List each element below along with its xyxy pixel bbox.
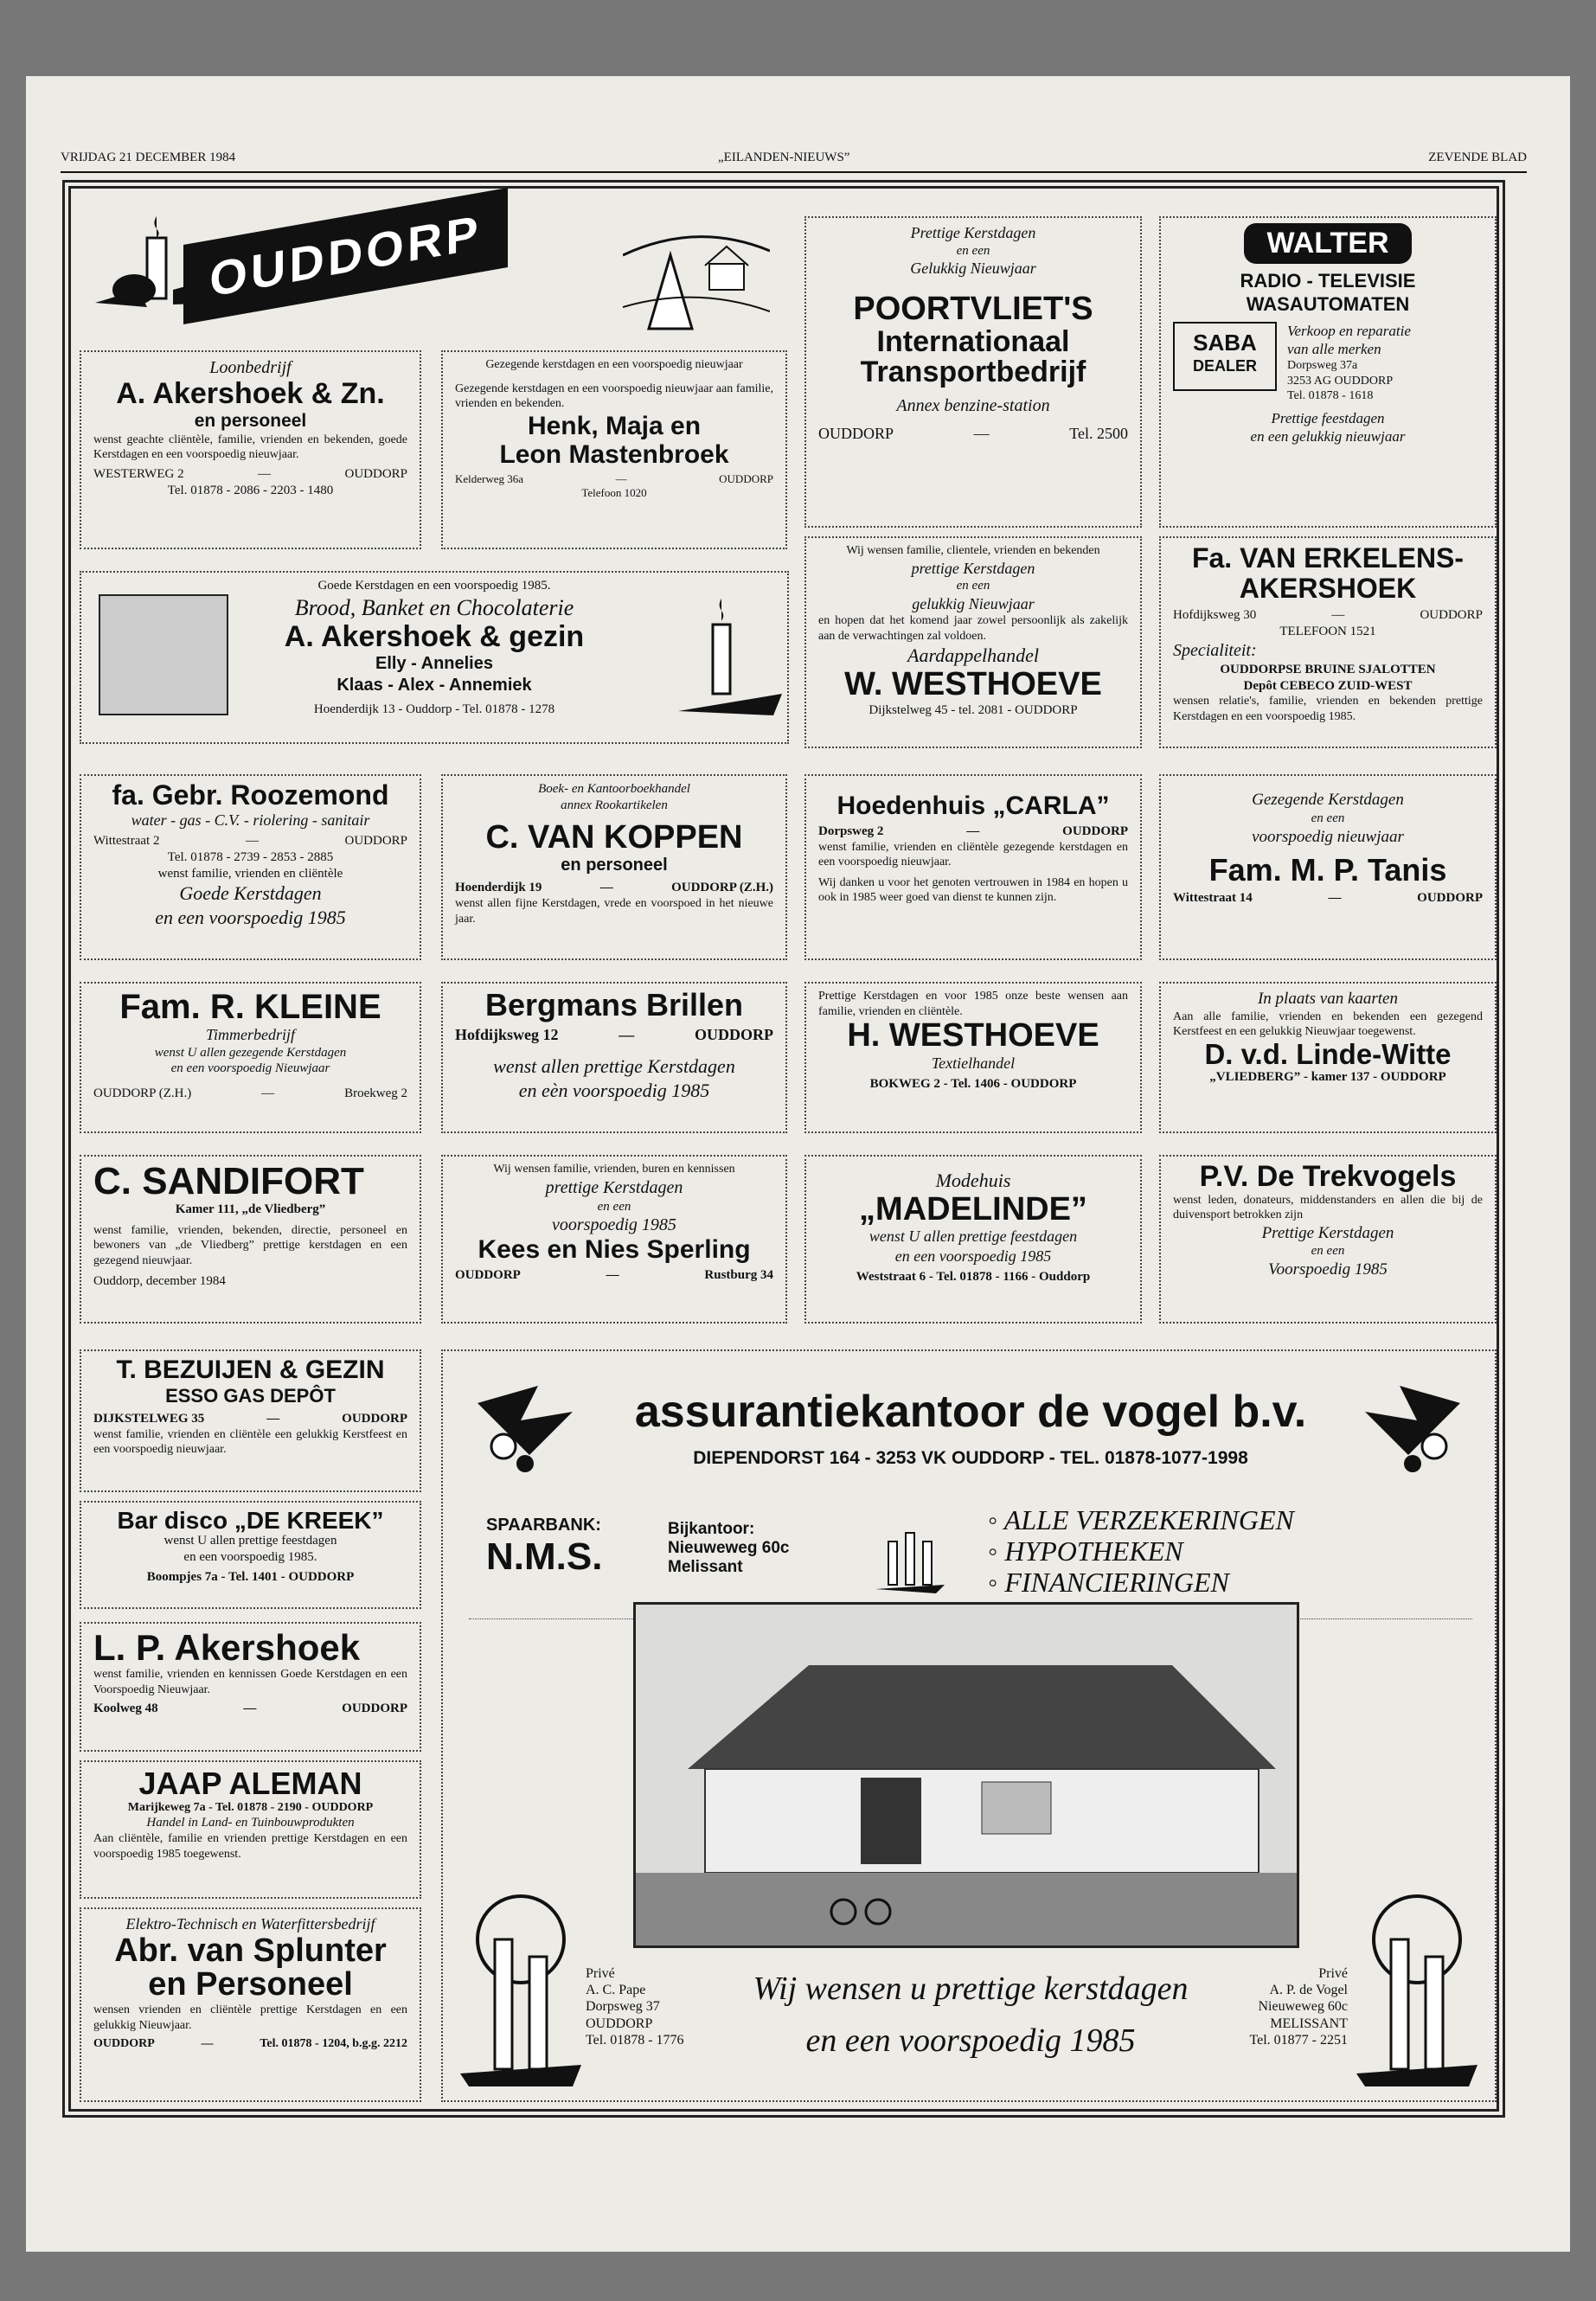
ad-body: wenst geachte cliëntèle, familie, vrienden en bekenden, goede Kerstdagen en een voorspoedig nieuwjaar.: [93, 433, 407, 462]
ad-bakkerij-akershoek: [80, 571, 789, 744]
ad-line: en personeel: [561, 856, 668, 875]
ad-place: OUDDORP: [1420, 608, 1483, 623]
ad-line: Prettige Kerstdagen: [910, 224, 1036, 241]
private-contact-right: [1249, 1965, 1348, 2048]
ad-loonbedrijf-akershoek: [80, 350, 421, 549]
ad-title: Bar disco „DE KREEK”: [117, 1507, 384, 1534]
ad-mastenbroek: [441, 350, 787, 549]
ad-line: Brood, Banket en Chocolaterie: [294, 594, 574, 620]
ad-place: OUDDORP: [719, 471, 773, 485]
contact-line: Privé: [1318, 1966, 1348, 1981]
ad-sperling: [441, 1155, 787, 1324]
ad-walter: [1159, 216, 1497, 528]
ad-phone: Tel. 01878 - 2739 - 2853 - 2885: [167, 849, 334, 864]
ad-place: OUDDORP: [1062, 824, 1128, 838]
ad-title: Leon Mastenbroek: [499, 439, 729, 469]
ad-line: Depôt CEBECO ZUID-WEST: [1243, 678, 1413, 693]
private-contact-left: [586, 1965, 684, 2048]
ad-line: en eèn voorspoedig 1985: [518, 1079, 710, 1101]
ad-address: 3253 AG OUDDORP: [1287, 374, 1394, 388]
ad-title: Internationaal: [876, 324, 1070, 358]
ad-title: D. v.d. Linde-Witte: [1204, 1037, 1452, 1070]
ad-lp-akershoek: [80, 1622, 421, 1752]
ad-van-erkelens: [1159, 536, 1497, 748]
ad-sandifort: [80, 1155, 421, 1324]
contact-line: Tel. 01878 - 1776: [586, 2032, 684, 2048]
ad-dash: —: [258, 466, 272, 481]
ad-title: POORTVLIET'S: [853, 290, 1093, 327]
ad-dash: —: [266, 1412, 280, 1426]
ad-dash: —: [606, 1267, 619, 1282]
ad-body: Wij danken u voor het genoten vertrouwen in 1984 en hopen u ook in 1985 weer goed van dienst te kunnen zijn.: [818, 875, 1128, 905]
saba-dealer-logo: [1173, 322, 1277, 391]
ad-phone: Tel. 01878 - 1204, b.g.g. 2212: [260, 2037, 407, 2051]
service-label: ALLE VERZEKERINGEN: [1003, 1504, 1294, 1535]
ad-title: C. SANDIFORT: [93, 1160, 364, 1202]
ad-line: en een: [1311, 811, 1345, 825]
ad-place: OUDDORP: [344, 466, 407, 481]
ad-line: In plaats van kaarten: [1257, 990, 1398, 1008]
ad-line: en personeel: [194, 410, 307, 431]
ad-line: en een: [956, 579, 990, 593]
ad-line: Elektro-Technisch en Waterfittersbedrijf: [125, 1915, 375, 1932]
ad-title: P.V. De Trekvogels: [1199, 1160, 1457, 1193]
ad-body: wenst leden, donateurs, middenstanders en allen die bij de duivensport betrokken zijn: [1173, 1193, 1483, 1222]
walter-logo: WALTER: [1244, 223, 1411, 264]
ad-phone: Telefoon 1020: [581, 485, 647, 499]
branch-place: Melissant: [668, 1558, 743, 1576]
ad-line: Specialiteit:: [1173, 640, 1257, 660]
contact-line: Nieuweweg 60c: [1258, 1999, 1348, 2015]
candles-right-icon: [1356, 1888, 1477, 2086]
ad-line: Gezegende kerstdagen en een voorspoedig nieuwjaar: [485, 358, 743, 371]
ad-title: C. VAN KOPPEN: [485, 818, 743, 856]
ad-place: OUDDORP (Z.H.): [671, 881, 773, 895]
winter-church-illustration-icon: [623, 203, 770, 333]
ad-phone: Tel. 01878 - 2086 - 2203 - 1480: [167, 483, 334, 497]
ad-line: Ouddorp, december 1984: [93, 1274, 226, 1289]
ad-dash: —: [966, 824, 980, 838]
candle-illustration-icon: [678, 590, 782, 720]
ad-dash: —: [261, 1086, 275, 1100]
logo-text: SABA: [1193, 329, 1257, 356]
ad-place: OUDDORP: [1417, 891, 1483, 906]
ad-line: en een voorspoedig Nieuwjaar: [170, 1061, 330, 1076]
ad-roozemond: [80, 774, 421, 960]
ad-line: Goede Kerstdagen en een voorspoedig 1985.: [317, 579, 551, 593]
ad-line: OUDDORPSE BRUINE SJALOTTEN: [1220, 662, 1436, 676]
ad-address: Dorpsweg 37a: [1287, 359, 1358, 372]
header-page: ZEVENDE BLAD: [1428, 151, 1527, 164]
logo-text: DEALER: [1192, 357, 1257, 375]
ouddorp-banner: OUDDORP: [183, 188, 508, 324]
ad-line: wenst familie, vrienden en cliëntèle: [157, 866, 343, 881]
ad-line: Gezegende Kerstdagen: [1252, 791, 1404, 809]
office-building-photo: [633, 1602, 1299, 1948]
ad-address: Hofdijksweg 12: [455, 1025, 559, 1043]
ad-address: Koolweg 48: [93, 1702, 158, 1716]
ad-address: „VLIEDBERG” - kamer 137 - OUDDORP: [1209, 1070, 1446, 1085]
ad-line: en een: [1311, 1244, 1345, 1259]
header-paper: „EILANDEN-NIEUWS”: [718, 151, 850, 164]
ad-line: Loonbedrijf: [209, 358, 292, 377]
vogel-greeting-2: en een voorspoedig 1985: [805, 2022, 1136, 2059]
ad-dash: —: [1328, 891, 1342, 906]
service-item: ◦ FINANCIERINGEN: [988, 1566, 1229, 1598]
ad-phone: Tel. 2500: [1069, 425, 1128, 443]
page-header: [61, 147, 1527, 173]
ad-line: wenst allen prettige Kerstdagen: [493, 1055, 735, 1078]
ad-line: en een: [597, 1199, 631, 1214]
ad-address: DIJKSTELWEG 35: [93, 1412, 205, 1426]
ad-title: RADIO - TELEVISIE: [1240, 269, 1416, 292]
ad-address: Kelderweg 36a: [455, 471, 524, 485]
holly-right-icon: [1339, 1368, 1469, 1498]
ad-linde-witte: [1159, 982, 1497, 1133]
ad-line: Wij wensen familie, vrienden, buren en kennissen: [493, 1163, 735, 1176]
ad-body: Aan alle familie, vrienden en bekenden een gezegend Kerstfeest en een gelukkig Nieuwjaar toegewenst.: [1173, 1009, 1483, 1039]
ad-line: prettige Kerstdagen: [545, 1177, 683, 1197]
ad-bergmans: [441, 982, 787, 1133]
branch-label: Bijkantoor:: [668, 1520, 755, 1538]
ad-address: Wittestraat 14: [1173, 891, 1253, 906]
ad-line: en een: [956, 243, 990, 258]
ad-title: Transportbedrijf: [860, 356, 1086, 389]
ad-line: water - gas - C.V. - riolering - sanitair: [131, 811, 370, 829]
ad-line: Prettige feestdagen: [1271, 409, 1385, 426]
ad-dash: —: [1331, 608, 1345, 623]
ad-title: Kees en Nies Sperling: [478, 1235, 751, 1265]
ad-line: en een voorspoedig 1985: [894, 1247, 1052, 1265]
ad-title: WASAUTOMATEN: [1246, 293, 1410, 315]
ad-body: wenst allen fijne Kerstdagen, vrede en voorspoed in het nieuwe jaar.: [455, 897, 773, 926]
ad-line: ESSO GAS DEPÔT: [165, 1384, 336, 1407]
spaarbank-label: SPAARBANK:: [486, 1516, 601, 1535]
ad-w-westhoeve: [804, 536, 1142, 748]
ad-de-kreek: [80, 1501, 421, 1609]
ad-dash: —: [615, 471, 627, 485]
ad-body: Gezegende kerstdagen en een voorspoedig nieuwjaar aan familie, vrienden en bekenden.: [455, 381, 773, 410]
ad-dash: —: [619, 1025, 635, 1043]
contact-line: A. P. de Vogel: [1269, 1983, 1348, 1998]
ad-title: Fa. VAN ERKELENS-: [1191, 542, 1465, 574]
ad-dash: —: [599, 881, 613, 895]
vogel-address: DIEPENDORST 164 - 3253 VK OUDDORP - TEL. 01878-1077-1998: [693, 1448, 1248, 1468]
contact-line: A. C. Pape: [586, 1983, 646, 1998]
ad-line: Voorspoedig 1985: [1268, 1260, 1388, 1279]
ad-title: en Personeel: [148, 1966, 353, 2003]
ad-title: A. Akershoek & Zn.: [116, 377, 385, 410]
candles-left-icon: [460, 1888, 581, 2086]
ad-body: wenst familie, vrienden en cliëntèle gezegende kerstdagen en een voorspoedig nieuwjaar.: [818, 840, 1128, 869]
ad-title: AKERSHOEK: [1239, 573, 1417, 605]
contact-line: Privé: [586, 1966, 615, 1981]
ad-names: Elly - Annelies: [375, 653, 493, 673]
contact-line: OUDDORP: [586, 2016, 653, 2031]
contact-line: Tel. 01877 - 2251: [1249, 2032, 1348, 2048]
ad-line: wenst U allen prettige feestdagen: [869, 1227, 1078, 1246]
ad-line: annex Rookartikelen: [561, 798, 668, 812]
spaarbank-name: N.M.S.: [486, 1535, 603, 1578]
ad-line: en een gelukkig nieuwjaar: [1250, 427, 1406, 445]
ad-address: WESTERWEG 2: [93, 466, 184, 481]
ad-line: Annex benzine-station: [896, 396, 1050, 416]
ad-line: Kamer 111, „de Vliedberg”: [175, 1202, 326, 1217]
ad-poortvliet: [804, 216, 1142, 528]
ad-line: prettige Kerstdagen: [911, 559, 1035, 577]
ad-address: Hoenderdijk 13 - Ouddorp - Tel. 01878 - 1278: [313, 702, 555, 716]
ad-line: Boek- en Kantoorboekhandel: [538, 782, 690, 796]
service-label: HYPOTHEKEN: [1004, 1535, 1183, 1567]
ad-phone: Tel. 01878 - 1618: [1287, 389, 1374, 402]
ad-line: Aardappelhandel: [907, 644, 1039, 667]
ad-address: Marijkeweg 7a - Tel. 01878 - 2190 - OUDDORP: [127, 1800, 374, 1814]
ad-body: Aan cliëntèle, familie en vrienden prettige Kerstdagen en een voorspoedig 1985 toegewenst.: [93, 1832, 407, 1861]
ad-place: OUDDORP: [344, 834, 407, 849]
contact-line: Dorpsweg 37: [586, 1999, 660, 2015]
ad-address: Wittestraat 2: [93, 834, 160, 849]
ad-place: OUDDORP (Z.H.): [93, 1086, 192, 1100]
ad-line: Wij wensen familie, clientele, vrienden en bekenden: [846, 544, 1100, 557]
ad-dash: —: [243, 1702, 257, 1716]
ad-title: A. Akershoek & gezin: [284, 620, 585, 654]
ad-aleman: [80, 1760, 421, 1899]
ad-address: Boompjes 7a - Tel. 1401 - OUDDORP: [146, 1569, 355, 1584]
ad-title: Henk, Maja en: [527, 411, 702, 440]
vogel-services: [469, 1498, 1472, 1619]
service-item: ◦ ALLE VERZEKERINGEN: [988, 1504, 1294, 1535]
ad-line: Modehuis: [935, 1170, 1011, 1191]
ad-madelinde: [804, 1155, 1142, 1324]
ad-address: Dijkstelweg 45 - tel. 2081 - OUDDORP: [869, 702, 1078, 717]
ad-title: „MADELINDE”: [859, 1190, 1087, 1227]
ad-line: Prettige Kerstdagen: [1261, 1223, 1394, 1242]
vogel-title: assurantiekantoor de vogel b.v.: [634, 1387, 1307, 1437]
ad-place: OUDDORP: [93, 2037, 155, 2051]
ad-bezuijen: [80, 1349, 421, 1492]
ad-title: JAAP ALEMAN: [138, 1766, 362, 1801]
ad-title: H. WESTHOEVE: [847, 1017, 1099, 1054]
ad-trekvogels: [1159, 1155, 1497, 1324]
ad-address: Weststraat 6 - Tel. 01878 - 1166 - Ouddorp: [856, 1270, 1091, 1285]
header-date: VRIJDAG 21 DECEMBER 1984: [61, 151, 236, 164]
ad-place: OUDDORP: [694, 1025, 773, 1043]
ad-title: fa. Gebr. Roozemond: [112, 779, 389, 811]
ad-address: Dorpsweg 2: [818, 824, 884, 838]
ad-line: van alle merken: [1287, 340, 1381, 357]
vogel-greeting-1: Wij wensen u prettige kerstdagen: [753, 1971, 1189, 2007]
contact-line: MELISSANT: [1270, 2016, 1348, 2031]
ad-line: Handel in Land- en Tuinbouwprodukten: [146, 1816, 355, 1830]
ad-line: voorspoedig 1985: [552, 1215, 676, 1235]
ad-dash: —: [973, 425, 990, 443]
ad-body: Prettige Kerstdagen en voor 1985 onze beste wensen aan familie, vrienden en cliëntèle.: [818, 990, 1128, 1018]
ad-phone: TELEFOON 1521: [1279, 625, 1376, 639]
ad-tanis: [1159, 774, 1497, 960]
bakery-photo-icon: [99, 594, 228, 715]
ad-title: T. BEZUIJEN & GEZIN: [116, 1356, 385, 1384]
ad-place: OUDDORP: [342, 1702, 407, 1716]
ad-body: wenst familie, vrienden en kennissen Goede Kerstdagen en een Voorspoedig Nieuwjaar.: [93, 1668, 407, 1696]
ad-place: OUDDORP: [342, 1412, 407, 1426]
ad-title: Fam. M. P. Tanis: [1208, 852, 1447, 888]
ad-title: Bergmans Brillen: [484, 987, 744, 1022]
ad-names: Klaas - Alex - Annemiek: [337, 675, 532, 695]
ad-title: Abr. van Splunter: [114, 1932, 387, 1969]
ad-place: OUDDORP: [455, 1267, 521, 1282]
ad-kleine: [80, 982, 421, 1133]
ad-body: wenst familie, vrienden en cliëntèle een gelukkig Kerstfeest en een voorspoedig nieuwjaar.: [93, 1427, 407, 1457]
ad-address: Broekweg 2: [344, 1086, 407, 1100]
ad-title: Fam. R. KLEINE: [119, 988, 381, 1026]
ad-assurantiekantoor-de-vogel: [441, 1349, 1497, 2102]
holly-left-icon: [469, 1368, 599, 1498]
ad-line: voorspoedig nieuwjaar: [1252, 827, 1404, 846]
ad-line: Timmerbedrijf: [205, 1026, 295, 1043]
ad-line: gelukkig Nieuwjaar: [912, 594, 1035, 612]
ad-line: en een voorspoedig 1985: [155, 906, 346, 928]
ad-line: Goede Kerstdagen: [179, 882, 322, 905]
service-item: ◦ HYPOTHEKEN: [988, 1535, 1183, 1567]
ad-address: Rustburg 34: [704, 1267, 773, 1282]
ad-title: W. WESTHOEVE: [844, 665, 1102, 702]
service-label: FINANCIERINGEN: [1004, 1566, 1229, 1598]
ad-title: Hoedenhuis „CARLA”: [836, 792, 1110, 820]
ad-van-splunter: [80, 1907, 421, 2102]
ad-dash: —: [245, 834, 259, 849]
ad-address: BOKWEG 2 - Tel. 1406 - OUDDORP: [869, 1077, 1077, 1092]
ad-h-westhoeve: [804, 982, 1142, 1133]
ad-place: OUDDORP: [818, 425, 894, 443]
ad-line: en een voorspoedig 1985.: [183, 1550, 317, 1565]
ad-body: wensen vrienden en cliëntèle prettige Kerstdagen en een gelukkig Nieuwjaar.: [93, 2003, 407, 2032]
ad-address: Hoenderdijk 19: [455, 881, 542, 895]
candles-icon: [875, 1516, 945, 1593]
ad-carla: [804, 774, 1142, 960]
ad-line: Gelukkig Nieuwjaar: [910, 260, 1036, 278]
ad-van-koppen: [441, 774, 787, 960]
ad-line: wenst U allen gezegende Kerstdagen: [154, 1045, 347, 1060]
ad-dash: —: [201, 2037, 214, 2051]
ad-body: wensen relatie's, familie, vrienden en bekenden prettige Kerstdagen en een voorspoedig 1985.: [1173, 695, 1483, 723]
ad-body: wenst familie, vrienden, bekenden, directie, personeel en bewoners van „de Vliedberg” prettige kerstdagen en een gezegend nieuwjaar.: [93, 1223, 407, 1267]
branch-address: Nieuweweg 60c: [668, 1539, 790, 1557]
ad-body: en hopen dat het komend jaar zowel persoonlijk als zakelijk aan de verwachtingen zal voldoen.: [818, 614, 1128, 643]
ad-line: Textielhandel: [931, 1054, 1016, 1072]
ad-address: Hofdijksweg 30: [1173, 608, 1257, 623]
ad-line: Verkoop en reparatie: [1287, 322, 1411, 339]
ad-line: wenst U allen prettige feestdagen: [163, 1534, 337, 1548]
ad-title: L. P. Akershoek: [93, 1627, 361, 1668]
